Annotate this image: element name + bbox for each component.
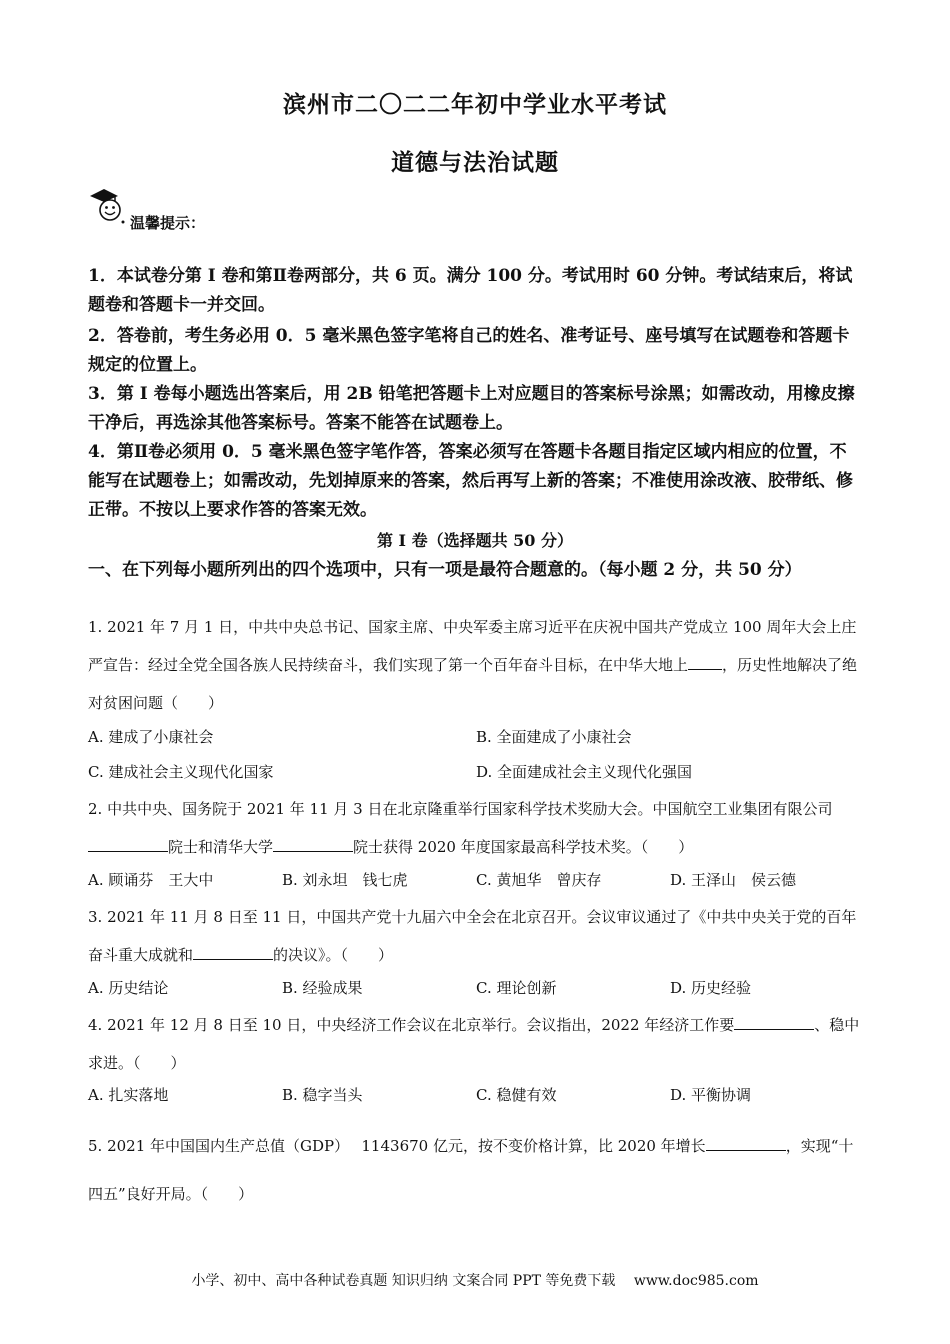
option-c[interactable]: C. 黄旭华 曾庆存 <box>476 871 602 889</box>
question-2-options <box>88 869 863 893</box>
question-3-options <box>88 977 863 1001</box>
question-3-text-b: 的决议》。（ ） <box>273 946 394 964</box>
question-5-text-b: ，实现“十四五”良好开局。（ ） <box>88 1137 854 1203</box>
part-instructions: 一、在下列每小题所列出的四个选项中，只有一项是最符合题意的。（每小题 2 分，共 50 分） <box>88 560 802 580</box>
option-c[interactable]: C. 理论创新 <box>476 979 557 997</box>
smiley-graduation-cap-icon <box>88 186 130 230</box>
option-b[interactable]: B. 全面建成了小康社会 <box>476 728 632 746</box>
question-1-text-a: 1. 2021 年 7 月 1 日，中共中央总书记、国家主席、中央军委主席习近平在庆祝中国共产党成立 100 周年大会上庄严宣告：经过全党全国各族人民持续奋斗，我们实现了第一个百年奋斗目标，在中华大地上 <box>88 618 857 674</box>
answer-blank <box>193 943 273 960</box>
page-footer: 小学、初中、高中各种试卷真题 知识归纳 文案合同 PPT 等免费下载 www.doc985.com <box>191 1273 759 1289</box>
option-d[interactable]: D. 王泽山 侯云德 <box>670 871 797 889</box>
question-1-options-row-2 <box>88 761 863 785</box>
option-c[interactable]: C. 稳健有效 <box>476 1086 557 1104</box>
question-3-stem <box>88 898 863 974</box>
instruction-3: 3．第 I 卷每小题选出答案后，用 2B 铅笔把答题卡上对应题目的答案标号涂黑；如需改动，用橡皮擦干净后，再选涂其他答案标号。答案不能答在试题卷上。 <box>88 384 855 433</box>
option-a[interactable]: A. 顾诵芬 王大中 <box>88 871 214 889</box>
question-2-text-b: 院士和清华大学 <box>168 838 274 856</box>
question-4-stem <box>88 1006 863 1082</box>
answer-blank <box>273 835 353 852</box>
tips-label: 温馨提示： <box>130 214 206 232</box>
question-1-stem <box>88 608 863 722</box>
instruction-4: 4．第Ⅱ卷必须用 0．5 毫米黑色签字笔作答，答案必须写在答题卡各题目指定区域内相应的位置，不能写在试题卷上；如需改动，先划掉原来的答案，然后再写上新的答案；不准使用涂改液、胶带纸、修正带。不按以上要求作答的答案无效。 <box>88 442 853 520</box>
option-a[interactable]: A. 扎实落地 <box>88 1086 169 1104</box>
answer-blank <box>88 835 168 852</box>
section-title: 第 I 卷（选择题共 50 分） <box>376 531 574 550</box>
exam-subtitle: 道德与法治试题 <box>391 149 559 176</box>
option-d[interactable]: D. 平衡协调 <box>670 1086 752 1104</box>
option-b[interactable]: B. 经验成果 <box>282 979 363 997</box>
instruction-2: 2．答卷前，考生务必用 0．5 毫米黑色签字笔将自己的姓名、准考证号、座号填写在试题卷和答题卡规定的位置上。 <box>88 326 850 375</box>
question-4-options <box>88 1084 863 1108</box>
option-a[interactable]: A. 建成了小康社会 <box>88 728 214 746</box>
instruction-1: 1．本试卷分第 I 卷和第Ⅱ卷两部分，共 6 页。满分 100 分。考试用时 60 分钟。考试结束后，将试题卷和答题卡一并交回。 <box>88 266 853 315</box>
option-b[interactable]: B. 刘永坦 钱七虎 <box>282 871 408 889</box>
question-4-text-b: 、稳中求进。（ ） <box>88 1016 860 1072</box>
option-d[interactable]: D. 历史经验 <box>670 979 752 997</box>
option-c[interactable]: C. 建成社会主义现代化国家 <box>88 763 274 781</box>
question-1-text-b: ，历史性地解决了绝对贫困问题（ ） <box>88 656 858 712</box>
option-d[interactable]: D. 全面建成社会主义现代化强国 <box>476 763 693 781</box>
option-a[interactable]: A. 历史结论 <box>88 979 169 997</box>
question-2-text-a: 2. 中共中央、国务院于 2021 年 11 月 3 日在北京隆重举行国家科学技术奖励大会。中国航空工业集团有限公司 <box>88 800 833 818</box>
exam-title: 滨州市二〇二二年初中学业水平考试 <box>283 91 667 118</box>
question-2-text-c: 院士获得 2020 年度国家最高科学技术奖。（ ） <box>353 838 694 856</box>
question-4-text-a: 4. 2021 年 12 月 8 日至 10 日，中央经济工作会议在北京举行。会议指出，2022 年经济工作要 <box>88 1016 735 1034</box>
question-3-text-a: 3. 2021 年 11 月 8 日至 11 日，中国共产党十九届六中全会在北京召开。会议审议通过了《中共中央关于党的百年奋斗重大成就和 <box>88 908 857 964</box>
answer-blank <box>688 653 722 670</box>
option-b[interactable]: B. 稳字当头 <box>282 1086 363 1104</box>
answer-blank <box>706 1134 786 1151</box>
answer-blank <box>734 1013 814 1030</box>
question-5-stem <box>88 1122 863 1218</box>
question-1-options-row-1 <box>88 726 863 750</box>
question-2-stem <box>88 790 863 866</box>
question-5-text-a: 5. 2021 年中国国内生产总值（GDP） 1143670 亿元，按不变价格计算，比 2020 年增长 <box>88 1137 706 1155</box>
